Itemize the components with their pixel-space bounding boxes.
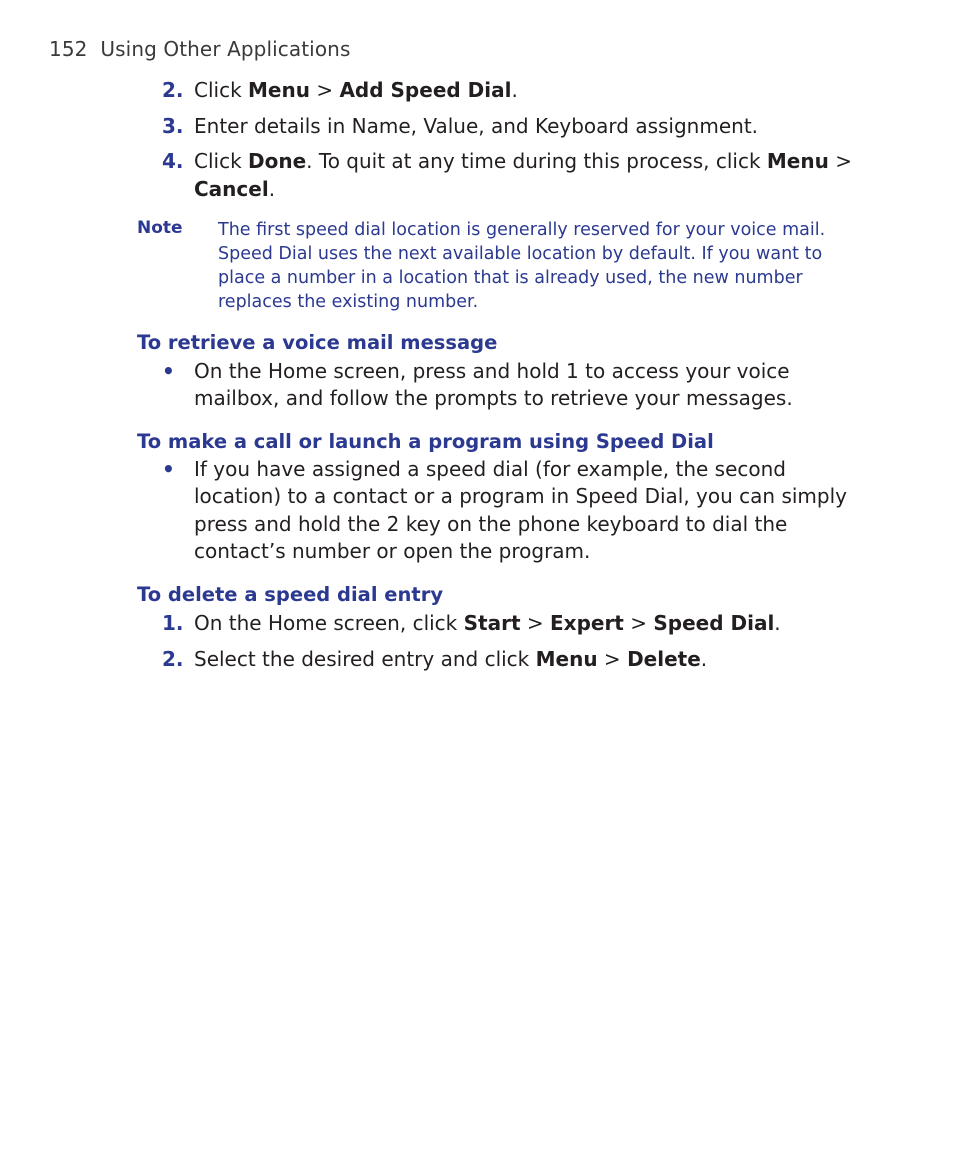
step-text: On the Home screen, click Start > Expert > Speed Dial.	[194, 611, 781, 635]
note-label: Note	[137, 218, 183, 238]
list-item-text: If you have assigned a speed dial (for example, the second location) to a contact or a program in Speed Dial, you can simply press and hold the 2 key on the phone keyboard to dial the contact’s number or open the program.	[194, 457, 847, 563]
page-number: 152	[49, 37, 88, 61]
section-title: Using Other Applications	[100, 37, 351, 61]
bullet-icon: •	[162, 359, 175, 383]
step-number: 2.	[162, 78, 184, 102]
section-heading: To retrieve a voice mail message	[137, 331, 498, 354]
step-text: Enter details in Name, Value, and Keyboard assignment.	[194, 114, 759, 138]
page-header	[49, 37, 350, 61]
note-text: The first speed dial location is generally reserved for your voice mail. Speed Dial uses the next available location by default. If you want to place a number in a location that is already used, the new number replaces the existing number.	[218, 220, 826, 312]
list-item-text: On the Home screen, press and hold 1 to access your voice mailbox, and follow the prompts to retrieve your messages.	[194, 359, 793, 411]
step-text: Select the desired entry and click Menu > Delete.	[194, 647, 708, 671]
step-number: 4.	[162, 149, 184, 173]
section-heading: To delete a speed dial entry	[137, 583, 444, 606]
step-text: Click Menu > Add Speed Dial.	[194, 78, 518, 102]
step-number: 1.	[162, 611, 184, 635]
step-number: 3.	[162, 114, 184, 138]
section-heading: To make a call or launch a program using Speed Dial	[137, 430, 714, 453]
step-number: 2.	[162, 647, 184, 671]
step-text: Click Done. To quit at any time during this process, click Menu > Cancel.	[194, 149, 852, 201]
bullet-icon: •	[162, 457, 175, 481]
